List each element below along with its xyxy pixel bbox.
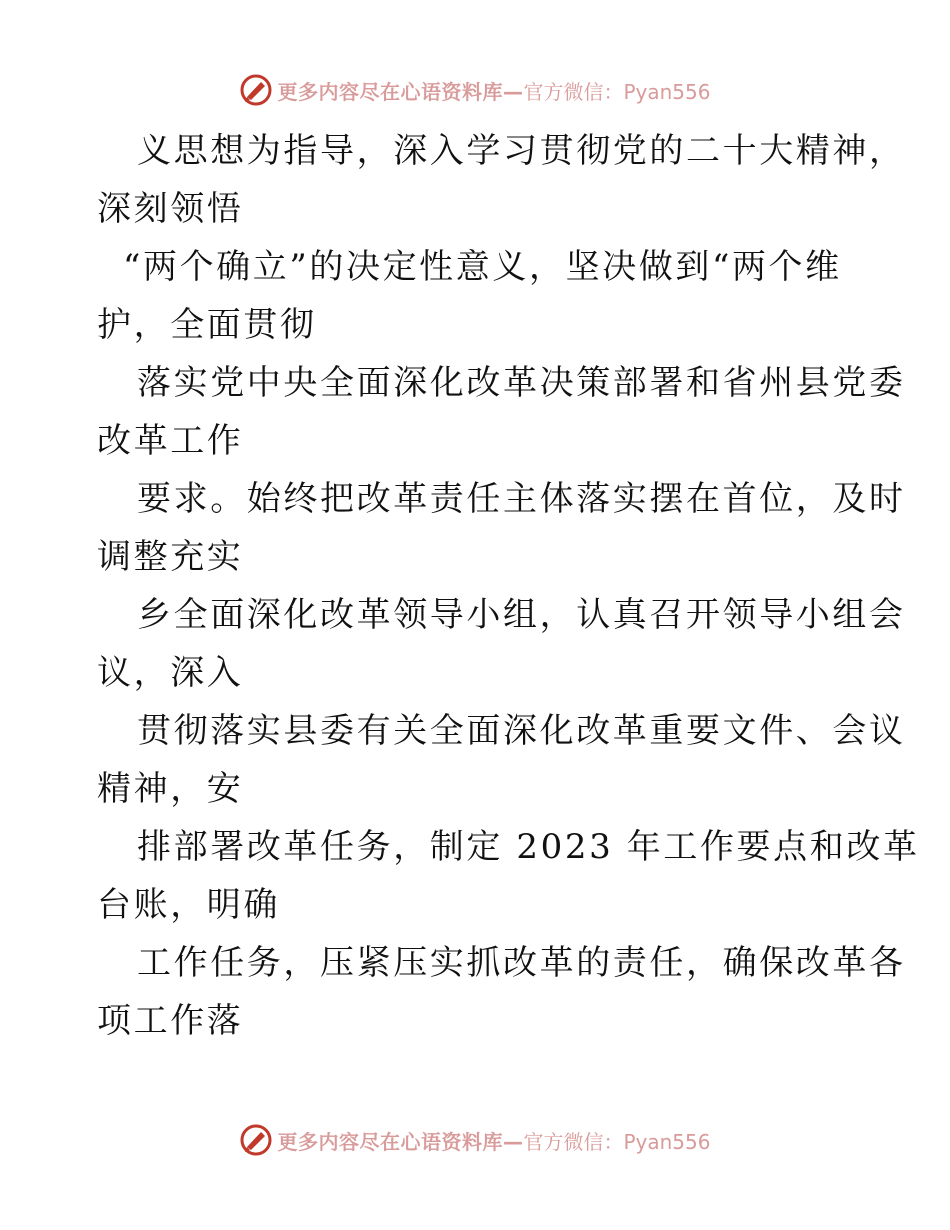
pen-logo-icon	[239, 73, 273, 107]
paragraph-line: 台账，明确	[97, 885, 280, 925]
paragraph-line: 议，深入	[97, 653, 244, 693]
paragraph-line: 工作任务，压紧压实抓改革的责任，确保改革各	[137, 943, 906, 983]
paragraph-line: 要求。始终把改革责任主体落实摆在首位，及时	[137, 479, 906, 519]
watermark-text: 更多内容尽在心语资料库—	[277, 79, 524, 104]
paragraph-line: 护，全面贯彻	[97, 305, 317, 345]
header-watermark	[0, 70, 950, 110]
paragraph-line: 改革工作	[97, 421, 244, 461]
watermark-wechat: 官方微信：Pyan556	[523, 1129, 711, 1154]
paragraph-line: 义思想为指导，深入学习贯彻党的二十大精神，	[137, 131, 906, 171]
paragraph-line: 落实党中央全面深化改革决策部署和省州县党委	[137, 363, 906, 403]
paragraph-line: 乡全面深化改革领导小组，认真召开领导小组会	[137, 595, 906, 635]
pen-logo-icon	[239, 1123, 273, 1157]
paragraph-line: 深刻领悟	[97, 189, 244, 229]
document-body	[97, 122, 920, 1050]
paragraph-line: 精神，安	[97, 769, 244, 809]
paragraph-line: 项工作落	[97, 1001, 244, 1041]
paragraph-line: “两个确立”的决定性意义，坚决做到“两个维	[123, 247, 842, 287]
paragraph-line: 排部署改革任务，制定 2023 年工作要点和改革	[137, 827, 920, 867]
paragraph-line: 贯彻落实县委有关全面深化改革重要文件、会议	[137, 711, 906, 751]
watermark-wechat: 官方微信：Pyan556	[523, 79, 711, 104]
watermark-text: 更多内容尽在心语资料库—	[277, 1129, 524, 1154]
footer-watermark	[0, 1120, 950, 1160]
paragraph-line: 调整充实	[97, 537, 244, 577]
